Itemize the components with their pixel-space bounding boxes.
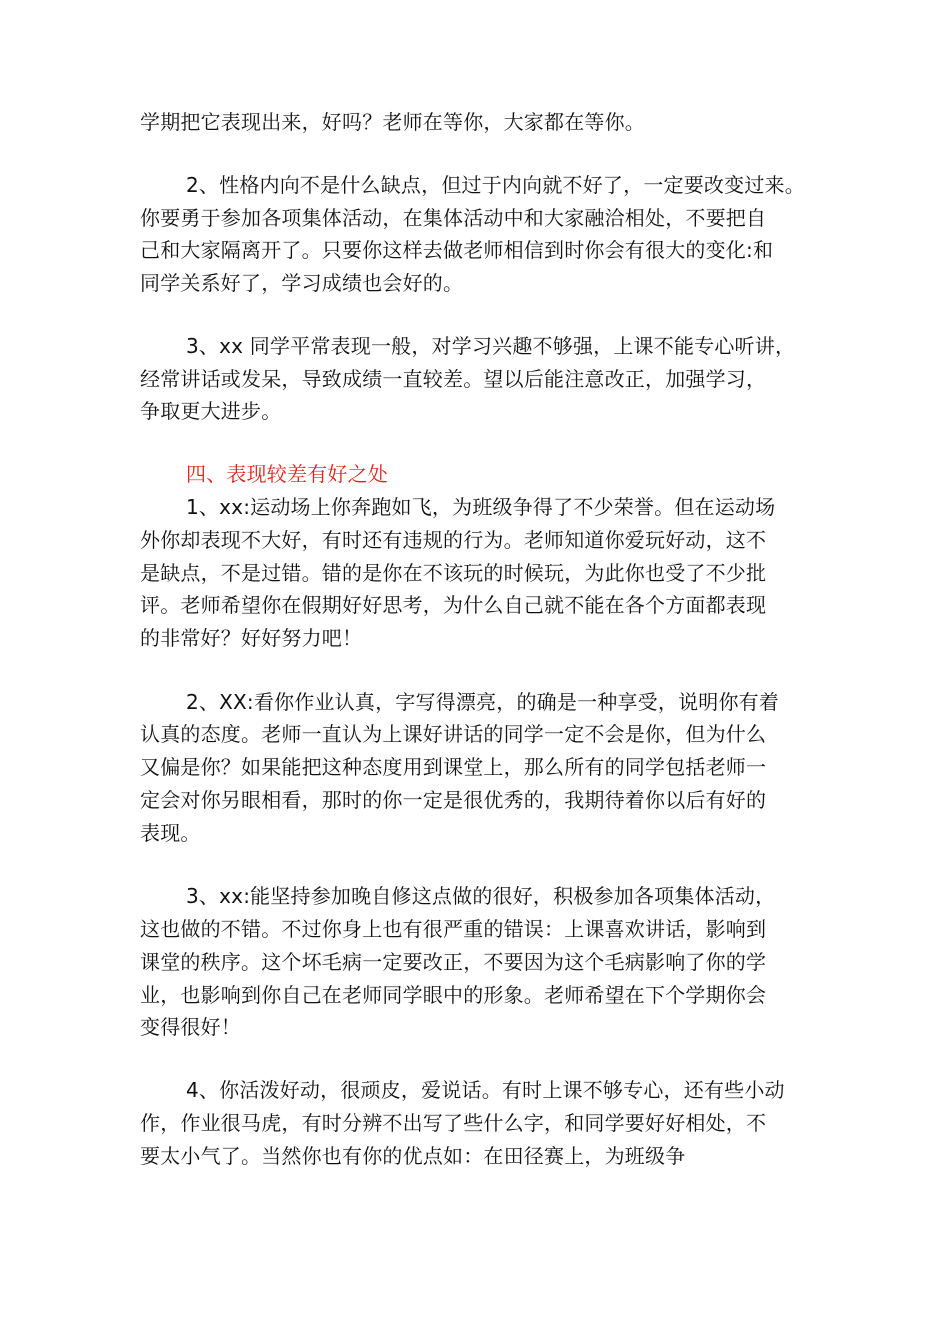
item-2-line: 表现。 [140,821,201,845]
para-2-line: 己和大家隔离开了。只要你这样去做老师相信到时你会有很大的变化:和 [140,238,774,262]
item-3-line: 这也做的不错。不过你身上也有很严重的错误：上课喜欢讲话，影响到 [140,917,767,941]
item-2-line: 又偏是你？如果能把这种态度用到课堂上，那么所有的同学包括老师一 [140,755,767,779]
item-4-line: 作，作业很马虎，有时分辨不出写了些什么字，和同学要好好相处，不 [140,1111,767,1135]
item-4-line: 要太小气了。当然你也有你的优点如：在田径赛上，为班级争 [140,1144,686,1168]
item-3-line: 业，也影响到你自己在老师同学眼中的形象。老师希望在下个学期你会 [140,983,767,1007]
item-3-line: 变得很好！ [140,1015,241,1039]
section-heading: 四、表现较差有好之处 [186,462,388,486]
item-4-line: 4、你活泼好动，很顽皮，爱说话。有时上课不够专心，还有些小动 [186,1078,785,1102]
item-3-line: 3、xx:能坚持参加晚自修这点做的很好，积极参加各项集体活动， [186,884,776,908]
para-2-line: 你要勇于参加各项集体活动，在集体活动中和大家融洽相处，不要把自 [140,206,767,230]
para-3-line: 争取更大进步。 [140,399,282,423]
para-3-line: 经常讲话或发呆，导致成绩一直较差。望以后能注意改正，加强学习， [140,367,767,391]
item-1-line: 评。老师希望你在假期好好思考，为什么自己就不能在各个方面都表现 [140,593,767,617]
item-2-line: 定会对你另眼相看，那时的你一定是很优秀的，我期待着你以后有好的 [140,788,767,812]
item-1-line: 是缺点，不是过错。错的是你在不该玩的时候玩，为此你也受了不少批 [140,561,767,585]
item-1-line: 外你却表现不大好，有时还有违规的行为。老师知道你爱玩好动，这不 [140,528,767,552]
item-1-line: 1、xx:运动场上你奔跑如飞，为班级争得了不少荣誉。但在运动场 [186,495,776,519]
intro-line: 学期把它表现出来，好吗？老师在等你，大家都在等你。 [140,110,645,134]
para-2-line: 2、性格内向不是什么缺点，但过于内向就不好了，一定要改变过来。 [186,173,805,197]
item-1-line: 的非常好？好好努力吧！ [140,626,363,650]
item-3-line: 课堂的秩序。这个坏毛病一定要改正，不要因为这个毛病影响了你的学 [140,950,767,974]
item-2-line: 2、XX:看你作业认真，字写得漂亮，的确是一种享受，说明你有着 [186,690,780,714]
para-3-line: 3、xx 同学平常表现一般，对学习兴趣不够强，上课不能专心听讲， [186,334,796,358]
item-2-line: 认真的态度。老师一直认为上课好讲话的同学一定不会是你，但为什么 [140,722,767,746]
para-2-line: 同学关系好了，学习成绩也会好的。 [140,271,464,295]
